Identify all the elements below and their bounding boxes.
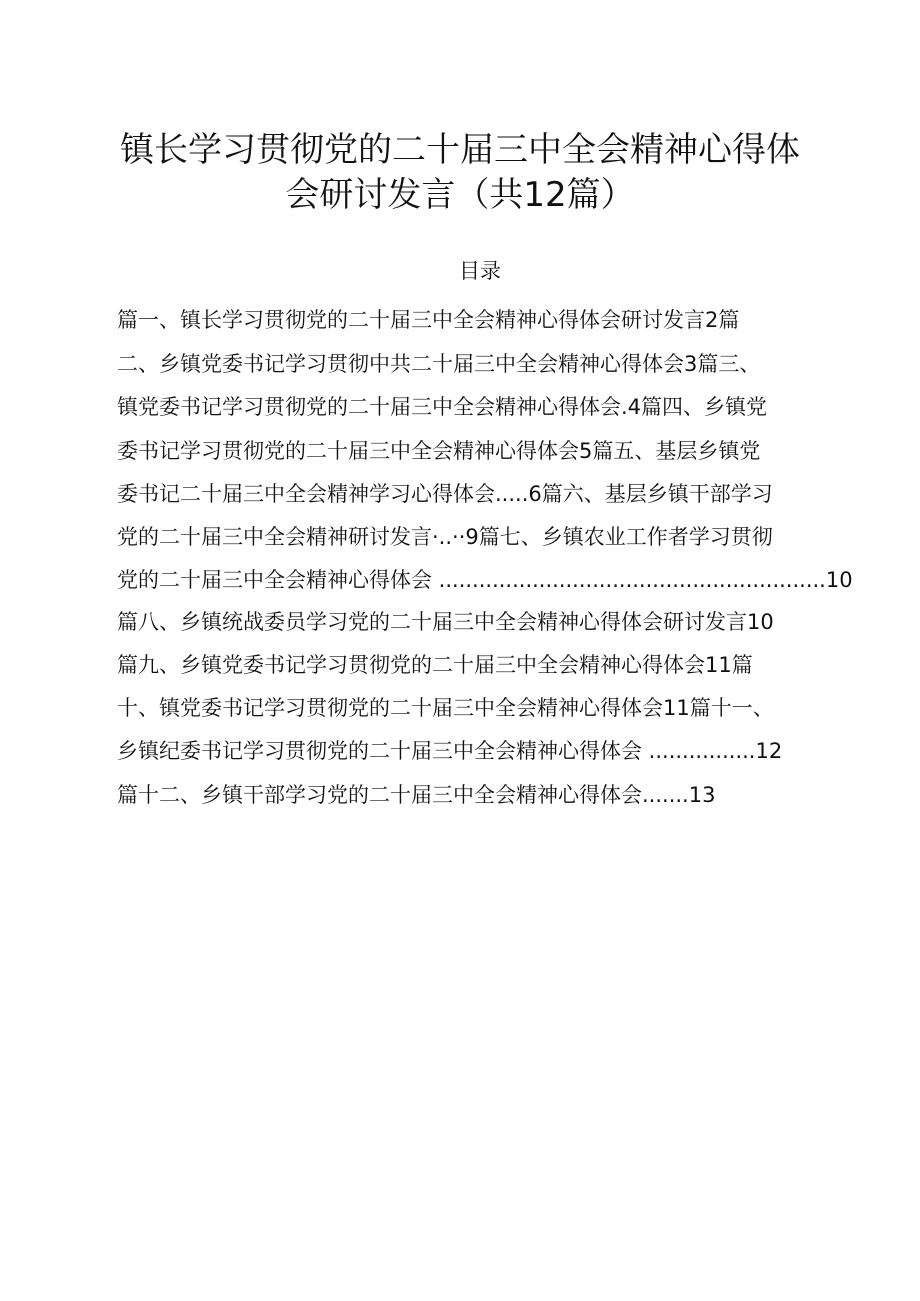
toc-line: 篇十二、乡镇干部学习党的二十届三中全会精神心得体会.......13: [117, 783, 716, 807]
toc-line: 十、镇党委书记学习贯彻党的二十届三中全会精神心得体会11篇十一、: [117, 696, 774, 720]
toc-line: 委书记学习贯彻党的二十届三中全会精神心得体会5篇五、基层乡镇党: [117, 439, 761, 463]
toc-line: 篇一、镇长学习贯彻党的二十届三中全会精神心得体会研讨发言2篇: [117, 308, 740, 332]
toc-line: 镇党委书记学习贯彻党的二十届三中全会精神心得体会.4篇四、乡镇党: [117, 395, 768, 419]
toc-line: 乡镇纪委书记学习贯彻党的二十届三中全会精神心得体会 ................12: [117, 739, 783, 763]
document-title-line-1: 镇长学习贯彻党的二十届三中全会精神心得体: [120, 130, 800, 170]
toc-heading: 目录: [459, 259, 501, 283]
toc-line: 篇九、乡镇党委书记学习贯彻党的二十届三中全会精神心得体会11篇: [117, 653, 753, 677]
toc-line: 党的二十届三中全会精神心得体会 ..........................................................10: [117, 568, 853, 592]
toc-line: 二、乡镇党委书记学习贯彻中共二十届三中全会精神心得体会3篇三、: [117, 352, 761, 376]
toc-line: 篇八、乡镇统战委员学习党的二十届三中全会精神心得体会研讨发言10: [117, 610, 774, 634]
toc-line: 委书记二十届三中全会精神学习心得体会.....6篇六、基层乡镇干部学习: [117, 482, 773, 506]
toc-line: 党的二十届三中全会精神研讨发言·..··9篇七、乡镇农业工作者学习贯彻: [117, 525, 773, 549]
document-title-line-2: 会研讨发言（共12篇）: [285, 175, 635, 215]
